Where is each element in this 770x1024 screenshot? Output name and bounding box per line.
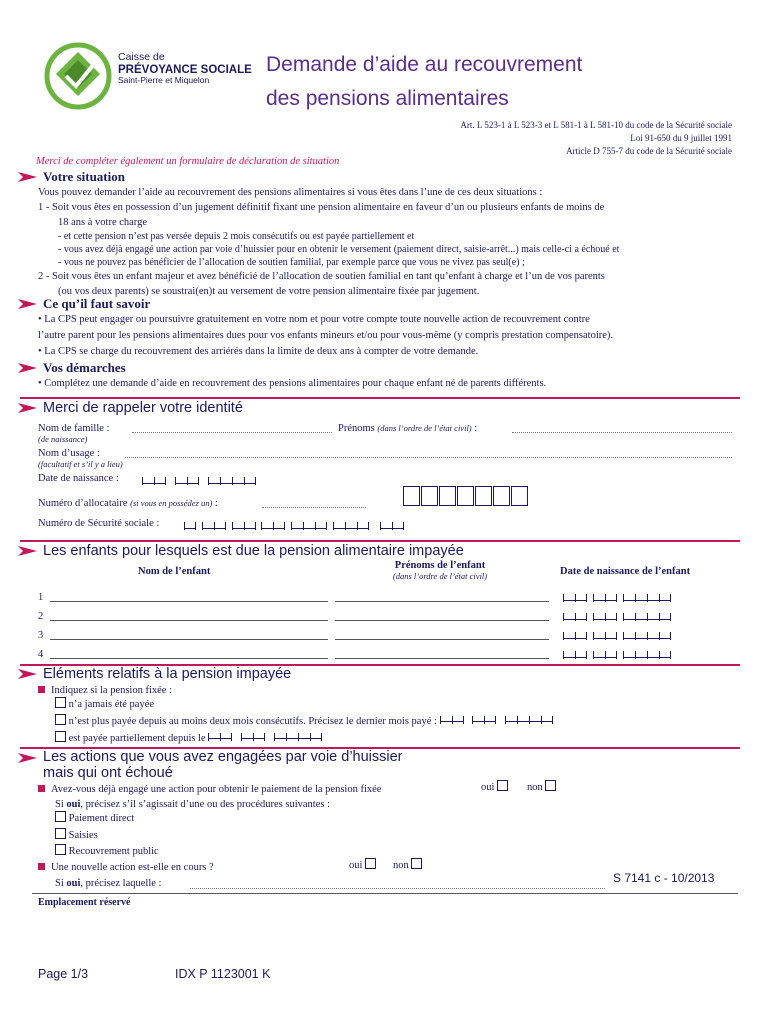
savoir-p1a: • La CPS peut engager ou poursuivre gratuitement en votre nom et pour votre compte toute nouvelle action de recouvrement contre — [38, 314, 590, 325]
situation-item1a: 1 - Soit vous êtes en possession d’un jugement définitif fixant une pension alimentaire en faveur d’un ou plusieurs enfants de moins de — [38, 202, 605, 213]
label-de-naissance: (de naissance) — [38, 434, 88, 444]
divider — [20, 397, 740, 399]
input-num-secu[interactable] — [184, 521, 404, 533]
arrow-icon — [18, 669, 37, 679]
input-action-laquelle[interactable] — [190, 888, 605, 889]
elements-q: Indiquez si la pension fixée : — [51, 685, 173, 696]
col-date-enfant: Date de naissance de l’enfant — [560, 566, 691, 577]
input-num-allocataire-boxes[interactable] — [403, 486, 529, 506]
savoir-heading: Ce qu’il faut savoir — [43, 296, 151, 311]
si-oui-text: , précisez s’il s’agissait d’une ou des procédures suivantes : — [80, 799, 331, 810]
label-facultatif: (facultatif et s’il y a lieu) — [38, 459, 123, 469]
situation-intro: Vous pouvez demander l’aide au recouvrement des pensions alimentaires si vous êtes dans l’une de ces deux situations : — [38, 187, 543, 198]
checkbox[interactable] — [55, 828, 66, 839]
situation-item2a: 2 - Soit vous êtes un enfant majeur et avez bénéficié de l’allocation de soutien familial en tant qu’enfant à charge et l’un de vos parents — [38, 271, 605, 282]
q2-non[interactable] — [393, 858, 422, 873]
num-alloc-note: (si vous en possédez un) — [130, 498, 213, 508]
label-prenoms — [338, 421, 477, 436]
actions-q2 — [38, 860, 214, 875]
logo-line1: Caisse de — [118, 51, 165, 63]
checkbox[interactable] — [55, 811, 66, 822]
non-label: non — [527, 782, 543, 793]
col-nom-enfant: Nom de l’enfant — [138, 566, 211, 577]
situation-item1b: 18 ans à votre charge — [58, 217, 148, 228]
actions-heading-1: Les actions que vous avez engagées par voie d’huissier — [43, 749, 403, 765]
section-identite — [18, 400, 243, 416]
checkbox[interactable] — [55, 714, 66, 725]
opt3-label: est payée partiellement depuis le — [68, 733, 206, 744]
q1-text: Avez-vous déjà engagé une action pour obtenir le paiement de la pension fixée — [51, 784, 382, 795]
checkbox-non[interactable] — [545, 780, 556, 791]
checkbox[interactable] — [55, 697, 66, 708]
q2-oui[interactable] — [349, 858, 376, 873]
situation-heading: Votre situation — [43, 169, 125, 184]
row-number: 1 — [38, 592, 44, 603]
bullet-square-icon — [38, 785, 45, 792]
emplacement-reserve: Emplacement réservé — [38, 897, 131, 908]
si-oui-text: , précisez laquelle : — [80, 878, 162, 889]
actions-heading-2: mais qui ont échoué — [43, 765, 173, 781]
oui-label: oui — [349, 860, 363, 871]
q1-oui[interactable] — [481, 780, 508, 795]
bottom-divider — [32, 893, 738, 894]
section-enfants — [18, 543, 464, 559]
proc3-label: Recouvrement public — [68, 846, 159, 857]
arrow-icon — [18, 753, 37, 763]
checkbox[interactable] — [55, 844, 66, 855]
enfant-row-4[interactable] — [38, 647, 738, 661]
oui-label: oui — [481, 782, 495, 793]
proc1-label: Paiement direct — [68, 813, 135, 824]
label-nom-famille: Nom de famille : — [38, 423, 110, 434]
elements-question — [38, 683, 172, 698]
checkbox-oui[interactable] — [365, 858, 376, 869]
col-prenoms-enfant — [355, 560, 525, 581]
notice-text: Merci de compléter également un formulaire de déclaration de situation — [36, 156, 340, 167]
checkbox-oui[interactable] — [497, 780, 508, 791]
logo-line2: PRÉVOYANCE SOCIALE — [118, 63, 252, 76]
input-prenoms[interactable] — [512, 432, 732, 433]
date-day[interactable] — [142, 476, 166, 484]
actions-q1 — [38, 782, 381, 797]
section-elements — [18, 666, 291, 682]
footer-page: Page 1/3 — [38, 967, 89, 981]
form-code: S 7141 c - 10/2013 — [613, 871, 715, 885]
logo-line3: Saint-Pierre et Miquelon — [118, 75, 210, 86]
col-prenoms-note: (dans l’ordre de l’état civil) — [392, 571, 488, 581]
ref-line1: Art. L 523-1 à L 523-3 et L 581-1 à L 581-10 du code de la Sécurité sociale — [460, 120, 732, 130]
opt1-label: n’a jamais été payée — [68, 699, 155, 710]
legal-references — [332, 119, 732, 158]
date-month[interactable] — [175, 476, 199, 484]
si-label: Si — [55, 799, 64, 810]
si-oui-1 — [55, 797, 330, 812]
input-date-naissance[interactable] — [142, 476, 256, 488]
proc-paiement-direct[interactable] — [55, 811, 134, 826]
section-actions — [18, 749, 403, 781]
elements-opt3[interactable] — [55, 731, 322, 746]
q2-text: Une nouvelle action est-elle en cours ? — [51, 862, 214, 873]
situation-sub1: - et cette pension n’est pas versée depuis 2 mois consécutifs ou est payée partiellement et — [58, 231, 415, 242]
col-prenoms-label: Prénoms de l’enfant — [394, 560, 486, 571]
opt2-label: n’est plus payée depuis au moins deux mois consécutifs. Précisez le dernier mois payé : — [68, 716, 437, 727]
row-number: 2 — [38, 611, 44, 622]
document-title — [266, 48, 582, 116]
enfant-row-3[interactable] — [38, 628, 738, 642]
elements-opt1[interactable] — [55, 697, 154, 712]
num-alloc-colon: : — [214, 498, 218, 509]
prenoms-label: Prénoms — [338, 423, 375, 434]
cps-logo-mark — [44, 42, 116, 110]
enfant-row-1[interactable] — [38, 590, 738, 604]
elements-opt2[interactable] — [55, 714, 553, 729]
ref-line2: Loi 91-650 du 9 juillet 1991 — [630, 133, 732, 143]
row-number: 4 — [38, 649, 44, 660]
input-num-allocataire-line[interactable] — [262, 507, 366, 508]
input-nom-usage[interactable] — [125, 457, 732, 458]
label-date-naissance: Date de naissance : — [38, 473, 119, 484]
situation-body — [38, 185, 738, 299]
arrow-icon — [18, 546, 37, 556]
bullet-square-icon — [38, 863, 45, 870]
arrow-icon — [18, 172, 37, 182]
section-votre-situation — [18, 169, 125, 185]
demarches-p1: • Complétez une demande d’aide en recouvrement des pensions alimentaires pour chaque enfant né de parents différents. — [38, 378, 547, 389]
proc-saisies[interactable] — [55, 828, 98, 843]
identite-heading: Merci de rappeler votre identité — [43, 400, 243, 416]
situation-sub3: - vous ne pouvez pas bénéficier de l’allocation de soutien familial, par exemple parce que vous ne vivez pas seul(e) ; — [58, 257, 525, 268]
input-nom-famille[interactable] — [132, 432, 332, 433]
cps-logo — [44, 42, 116, 110]
enfant-row-2[interactable] — [38, 609, 738, 623]
elements-heading: Eléments relatifs à la pension impayée — [43, 666, 292, 682]
arrow-icon — [18, 363, 37, 373]
demarches-heading: Vos démarches — [43, 360, 126, 375]
prenoms-note: (dans l’ordre de l’état civil) — [377, 423, 472, 433]
checkbox-non[interactable] — [411, 858, 422, 869]
footer-idx: IDX P 1123001 K — [175, 967, 271, 981]
savoir-p2: • La CPS se charge du recouvrement des arriérés dans la limite de deux ans à compter de votre demande. — [38, 346, 479, 357]
date-year[interactable] — [208, 476, 256, 484]
logo-text — [118, 52, 252, 86]
arrow-icon — [18, 299, 37, 309]
non-label: non — [393, 860, 409, 871]
savoir-body — [38, 312, 738, 360]
prenoms-colon: : — [474, 423, 478, 434]
arrow-icon — [18, 403, 37, 413]
row-number: 3 — [38, 630, 44, 641]
checkbox[interactable] — [55, 731, 66, 742]
title-line1: Demande d’aide au recouvrement — [266, 53, 583, 76]
savoir-p1b: l’autre parent pour les pensions alimentaires dues pour vos enfants mineurs et/ou pour vous-même (y compris prestation compensatoire). — [38, 330, 614, 341]
section-ce-qu-il-faut-savoir — [18, 296, 150, 312]
proc-recouvrement-public[interactable] — [55, 844, 159, 859]
section-vos-demarches — [18, 360, 126, 376]
si-oui-2 — [55, 876, 161, 891]
label-num-secu: Numéro de Sécurité sociale : — [38, 518, 160, 529]
situation-sub2: - vous avez déjà engagé une action par voie d’huissier pour en obtenir le versement (paiement direct, saisie-arrêt...) mais celle-ci a échoué et — [58, 244, 620, 255]
bullet-square-icon — [38, 686, 45, 693]
oui-bold: oui — [66, 799, 81, 810]
ref-line3: Article D 755-7 du code de la Sécurité sociale — [566, 146, 732, 156]
label-nom-usage: Nom d’usage : — [38, 448, 100, 459]
proc2-label: Saisies — [68, 830, 98, 841]
label-num-allocataire — [38, 496, 218, 511]
q1-non[interactable] — [527, 780, 556, 795]
num-alloc-label: Numéro d’allocataire — [38, 498, 128, 509]
title-line2: des pensions alimentaires — [266, 87, 509, 110]
enfants-heading: Les enfants pour lesquels est due la pension alimentaire impayée — [43, 543, 464, 559]
situation-item2b: (ou vos deux parents) se soustrai(en)t au versement de votre pension alimentaire fixée par jugement. — [58, 286, 480, 297]
divider — [20, 540, 740, 542]
oui-bold: oui — [66, 878, 81, 889]
si-label: Si — [55, 878, 64, 889]
